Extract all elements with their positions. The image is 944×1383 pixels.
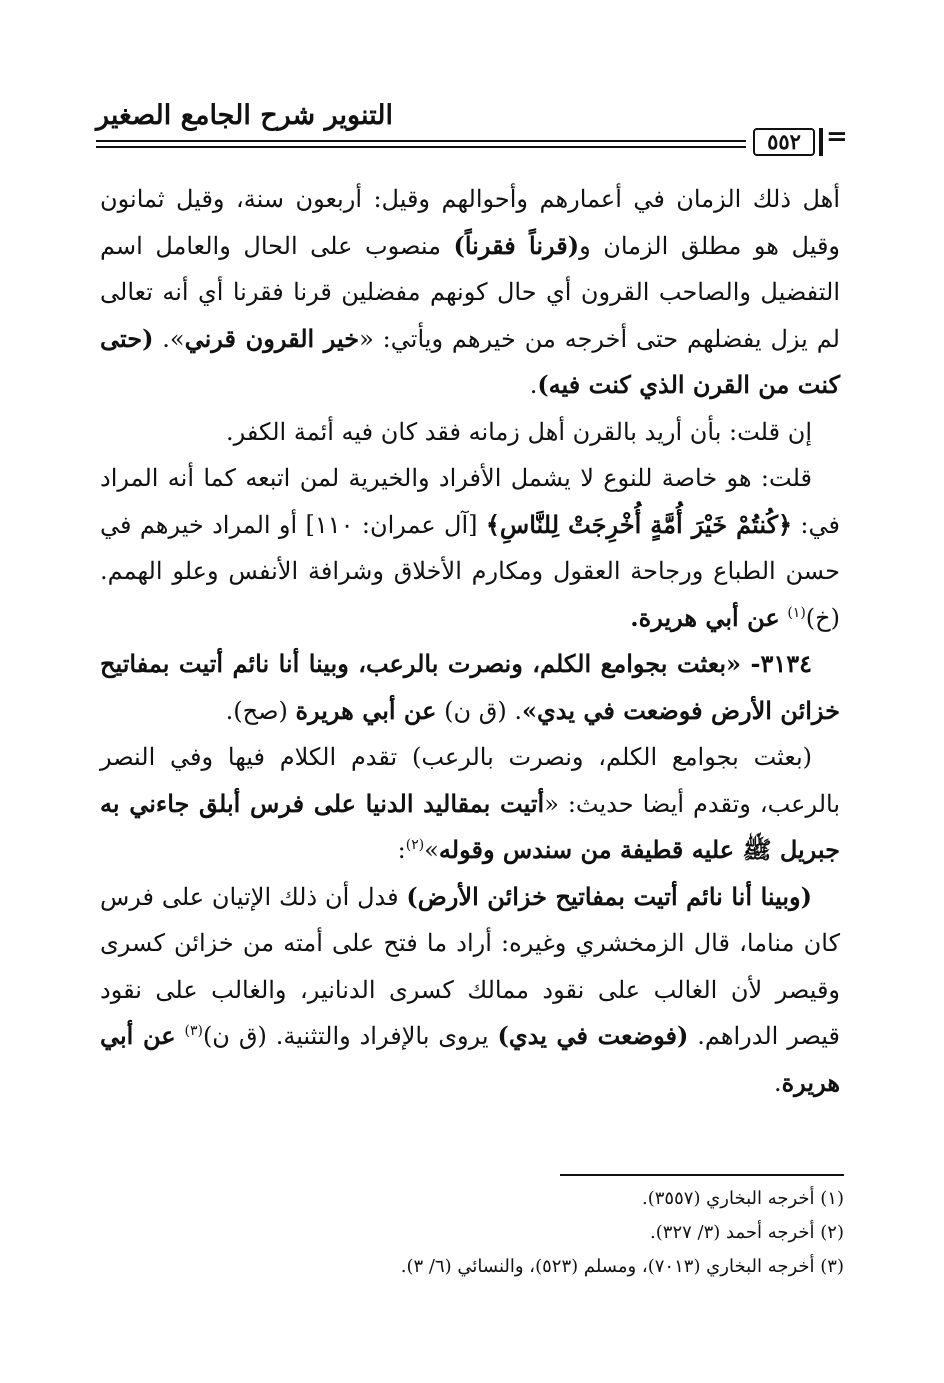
text-segment: . <box>529 371 538 399</box>
text-segment: . (ق ن) <box>436 696 522 725</box>
text-segment: ». <box>153 324 185 353</box>
bold-text: أتيت بمقاليد الدنيا على فرس أبلق جاءني به جبريل ﷺ عليه قطيفة من سندس وقوله <box>100 788 840 864</box>
main-text <box>100 176 840 1106</box>
bold-text: (فوضعت في يدي) <box>497 1021 689 1050</box>
text-segment: : <box>397 836 406 864</box>
header-rule-top <box>96 140 746 142</box>
footnote-1: (١) أخرجه البخاري (٣٥٥٧). <box>642 1188 844 1209</box>
text-segment: أهل ذلك الزمان في أعمارهم وأحوالهم وقيل: أربعون سنة، وقيل ثمانون وقيل هو مطلق الزمان و <box>100 185 841 260</box>
book-title: التنوير شرح الجامع الصغير <box>96 100 393 131</box>
bold-text: عن أبي هريرة. <box>630 602 780 632</box>
bold-text: (وبينا أنا نائم أتيت بمفاتيح خزائن الأرض) <box>406 881 812 911</box>
text-segment: قلت: هو خاصة للنوع لا يشمل الأفراد والخيرية لمن اتبعه كما أنه المراد في: <box>100 464 840 539</box>
bold-text: (قرناً فقرناً) <box>453 230 580 260</box>
paragraph <box>100 734 840 874</box>
paragraph <box>100 176 840 409</box>
footnote-ref: (١) <box>787 604 806 621</box>
bold-text: عن أبي هريرة <box>100 1021 840 1097</box>
footnotes <box>100 1182 844 1284</box>
footnote-3: (٣) أخرجه البخاري (٧٠١٣)، ومسلم (٥٢٣)، والنسائي (٦/ ٣). <box>400 1256 844 1277</box>
text-segment: فدل أن ذلك الإتيان على فرس كان مناما، قال الزمخشري وغيره: أراد ما فتح على أمته من خزائن كسرى وقيصر لأن الغالب على نقود ممالك كسرى الدنانير، والغالب على نقود قيصر الدراهم. <box>100 882 841 1050</box>
text-segment: يروى بالإفراد والتثنية. (ق ن) <box>202 1022 498 1050</box>
paragraph <box>100 641 840 734</box>
bold-text: خير القرون قرني <box>184 323 360 353</box>
paragraph <box>100 455 840 641</box>
text-segment: إن قلت: بأن أريد بالقرن أهل زمانه فقد كان فيه أئمة الكفر. <box>225 417 812 446</box>
bold-text: ﴿كُنتُمْ خَيْرَ أُمَّةٍ أُخْرِجَتْ لِلنَّاسِ﴾ <box>485 509 793 539</box>
header-bracket-ornament <box>819 128 823 156</box>
text-segment: (بعثت بجوامع الكلم، ونصرت بالرعب) تقدم الكلام فيها وفي النصر بالرعب، وتقدم أيضا حديث: « <box>100 743 841 818</box>
text-segment: . <box>773 1068 782 1097</box>
bold-text: عن أبي هريرة <box>295 695 437 725</box>
text-segment: [آل عمران: ١١٠] أو المراد خيرهم في حسن الطباع ورجاحة العقول ومكارم الأخلاق وشرافة الأنفس وعلو الهمم. (خ) <box>100 510 840 632</box>
footnote-ref: (٢) <box>405 837 425 853</box>
paragraph <box>100 409 840 456</box>
footnote-2: (٢) أخرجه أحمد (٣/ ٣٢٧). <box>650 1222 844 1243</box>
text-segment: (صح). <box>225 696 296 725</box>
page-number: ٥٥٢ <box>753 128 815 156</box>
header-eq-mark: = <box>826 122 848 152</box>
text-segment: » <box>424 836 439 864</box>
footnote-ref: (٣) <box>184 1023 203 1039</box>
paragraph <box>100 874 840 1107</box>
text-segment: منصوب على الحال والعامل اسم التفضيل والصاحب القرون أي حال كونهم مفضلين قرنا فقرنا أي أنه تعالى لم يزل يفضلهم حتى أخرجه من خيرهم ويأتي: « <box>100 231 841 353</box>
header-rule-bottom <box>96 146 746 148</box>
bold-text: ٣١٣٤- «بعثت بجوامع الكلم، ونصرت بالرعب، وبينا أنا نائم أتيت بمفاتيح خزائن الأرض فوضعت في يدي» <box>100 649 840 725</box>
page-header <box>96 96 848 160</box>
footnote-separator <box>560 1174 844 1176</box>
bold-text: (حتى كنت من القرن الذي كنت فيه) <box>100 323 840 399</box>
